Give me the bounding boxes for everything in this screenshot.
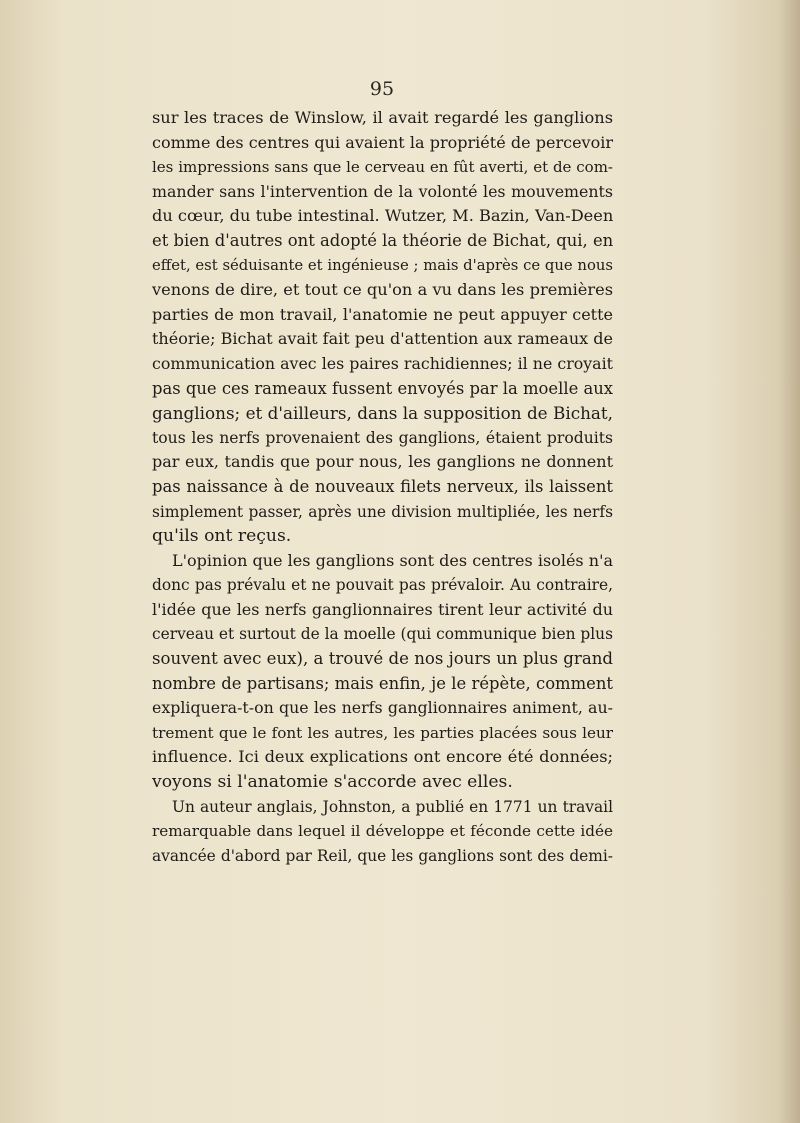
text-line: pas naissance à de nouveaux filets nerveux, ils laissent bbox=[152, 476, 613, 496]
text-line: les impressions sans que le cerveau en fût averti, et de com- bbox=[152, 158, 613, 177]
page-number: 95 bbox=[369, 78, 395, 100]
text-line: ganglions; et d'ailleurs, dans la supposition de Bichat, bbox=[152, 403, 613, 424]
text-line: voyons si l'anatomie s'accorde avec elles. bbox=[152, 772, 513, 793]
text-line: sur les traces de Winslow, il avait regardé les ganglions bbox=[152, 108, 613, 127]
text-line: du cœur, du tube intestinal. Wutzer, M. Bazin, Van-Deen bbox=[152, 206, 614, 226]
text-line: souvent avec eux), a trouvé de nos jours un plus grand bbox=[152, 649, 614, 669]
text-line: mander sans l'intervention de la volonté les mouvements bbox=[152, 181, 613, 201]
text-line: pas que ces rameaux fussent envoyés par la moelle aux bbox=[152, 378, 614, 398]
text-line: Un auteur anglais, Johnston, a publié en 1771 un travail bbox=[172, 797, 613, 816]
text-line: et bien d'autres ont adopté la théorie de Bichat, qui, en bbox=[152, 230, 614, 250]
text-line: effet, est séduisante et ingénieuse ; mais d'après ce que nous bbox=[152, 256, 613, 274]
text-line: venons de dire, et tout ce qu'on a vu dans les premières bbox=[152, 280, 613, 300]
text-line: remarquable dans lequel il développe et féconde cette idée bbox=[152, 822, 613, 841]
text-line: par eux, tandis que pour nous, les ganglions ne donnent bbox=[152, 452, 613, 472]
text-line: théorie; Bichat avait fait peu d'attention aux rameaux de bbox=[152, 329, 613, 349]
text-line: L'opinion que les ganglions sont des centres isolés n'a bbox=[172, 550, 613, 570]
text-line: nombre de partisans; mais enfin, je le répète, comment bbox=[152, 673, 613, 693]
body-text bbox=[152, 106, 613, 868]
page-binding-shadow bbox=[778, 0, 800, 1123]
text-line: donc pas prévalu et ne pouvait pas prévaloir. Au contraire, bbox=[152, 576, 613, 595]
text-line: expliquera-t-on que les nerfs ganglionnaires animent, au- bbox=[152, 698, 613, 718]
text-line: trement que le font les autres, les parties placées sous leur bbox=[152, 723, 613, 742]
text-line: cerveau et surtout de la moelle (qui communique bien plus bbox=[152, 625, 613, 644]
text-line: parties de mon travail, l'anatomie ne peut appuyer cette bbox=[152, 304, 613, 324]
text-line: influence. Ici deux explications ont encore été données; bbox=[152, 747, 613, 767]
text-line: simplement passer, après une division multipliée, les nerfs bbox=[152, 502, 613, 521]
text-line: tous les nerfs provenaient des ganglions, étaient produits bbox=[152, 428, 613, 447]
text-line: l'idée que les nerfs ganglionnaires tirent leur activité du bbox=[152, 599, 613, 619]
text-line: communication avec les paires rachidiennes; il ne croyait bbox=[152, 353, 613, 373]
text-line: comme des centres qui avaient la propriété de percevoir bbox=[152, 132, 613, 152]
text-line: qu'ils ont reçus. bbox=[152, 526, 292, 547]
text-line: avancée d'abord par Reil, que les ganglions sont des demi- bbox=[152, 846, 613, 865]
